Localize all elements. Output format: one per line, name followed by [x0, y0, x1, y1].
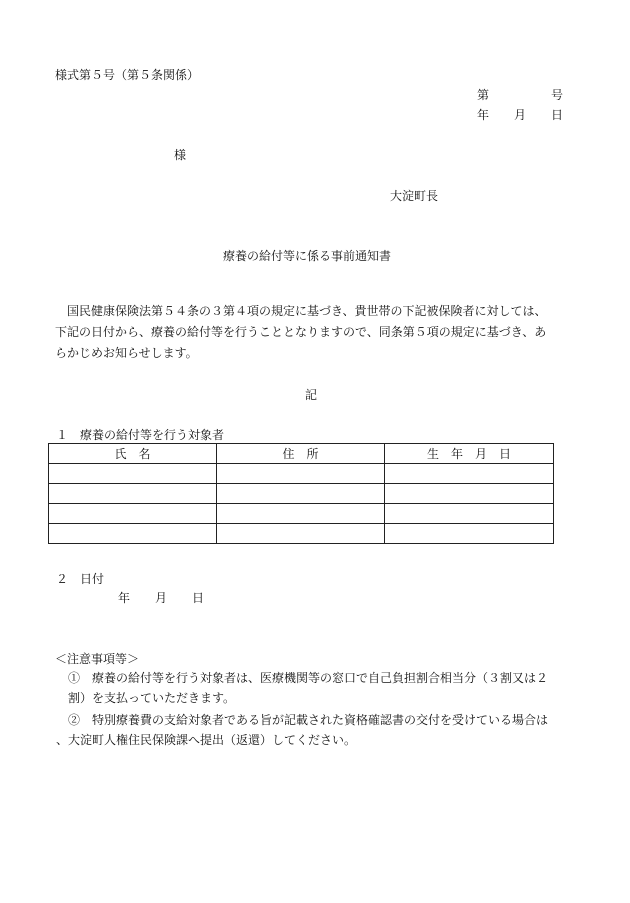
notes-heading: ＜注意事項等＞ — [55, 652, 140, 666]
body-text — [55, 301, 575, 364]
form-number: 様式第５号（第５条関係） — [55, 68, 200, 82]
body-line: 下記の日付から、療養の給付等を行うこととなりますので、同条第５項の規定に基づき、あ — [55, 325, 547, 339]
table-row — [49, 524, 554, 544]
note-item-line: 、大淀町人権住民保険課へ提出（返還）してください。 — [56, 733, 357, 747]
section2-day: 日 — [192, 591, 205, 605]
section2-month: 月 — [155, 591, 168, 605]
addressee-suffix: 様 — [174, 148, 187, 162]
column-header-birthdate: 生 年 月 日 — [385, 444, 554, 464]
doc-number-prefix: 第 — [477, 88, 490, 102]
table-cell[interactable] — [49, 524, 217, 544]
target-persons-table — [48, 443, 554, 544]
table-cell[interactable] — [385, 524, 554, 544]
table-cell[interactable] — [385, 484, 554, 504]
column-header-address: 住 所 — [217, 444, 385, 464]
table-cell[interactable] — [217, 524, 385, 544]
doc-number-suffix: 号 — [551, 88, 564, 102]
table-cell[interactable] — [385, 504, 554, 524]
note-item-line: 割）を支払っていただきます。 — [68, 691, 236, 705]
table-header-row — [49, 444, 554, 464]
note-item-line: ① 療養の給付等を行う対象者は、医療機関等の窓口で自己負担割合相当分（３割又は２ — [68, 671, 549, 685]
table-row — [49, 504, 554, 524]
section2-year: 年 — [118, 591, 131, 605]
document-title: 療養の給付等に係る事前通知書 — [223, 249, 392, 263]
section1-heading: １ 療養の給付等を行う対象者 — [56, 428, 225, 442]
table-row — [49, 464, 554, 484]
issue-day: 日 — [551, 108, 564, 122]
table-cell[interactable] — [217, 504, 385, 524]
table-cell[interactable] — [49, 504, 217, 524]
table-cell[interactable] — [217, 464, 385, 484]
body-line: 国民健康保険法第５４条の３第４項の規定に基づき、貴世帯の下記被保険者に対しては、 — [67, 304, 547, 318]
table-cell[interactable] — [49, 464, 217, 484]
table-row — [49, 484, 554, 504]
table-cell[interactable] — [385, 464, 554, 484]
issue-year: 年 — [477, 108, 490, 122]
section2-heading: ２ 日付 — [56, 572, 105, 586]
body-line: らかじめお知らせします。 — [55, 346, 198, 360]
column-header-name: 氏 名 — [49, 444, 217, 464]
note-item-line: ② 特別療養費の支給対象者である旨が記載された資格確認書の交付を受けている場合は — [68, 713, 549, 727]
sender-name: 大淀町長 — [390, 189, 439, 203]
table-cell[interactable] — [49, 484, 217, 504]
table-cell[interactable] — [217, 484, 385, 504]
ki-heading: 記 — [305, 388, 318, 402]
issue-month: 月 — [514, 108, 527, 122]
